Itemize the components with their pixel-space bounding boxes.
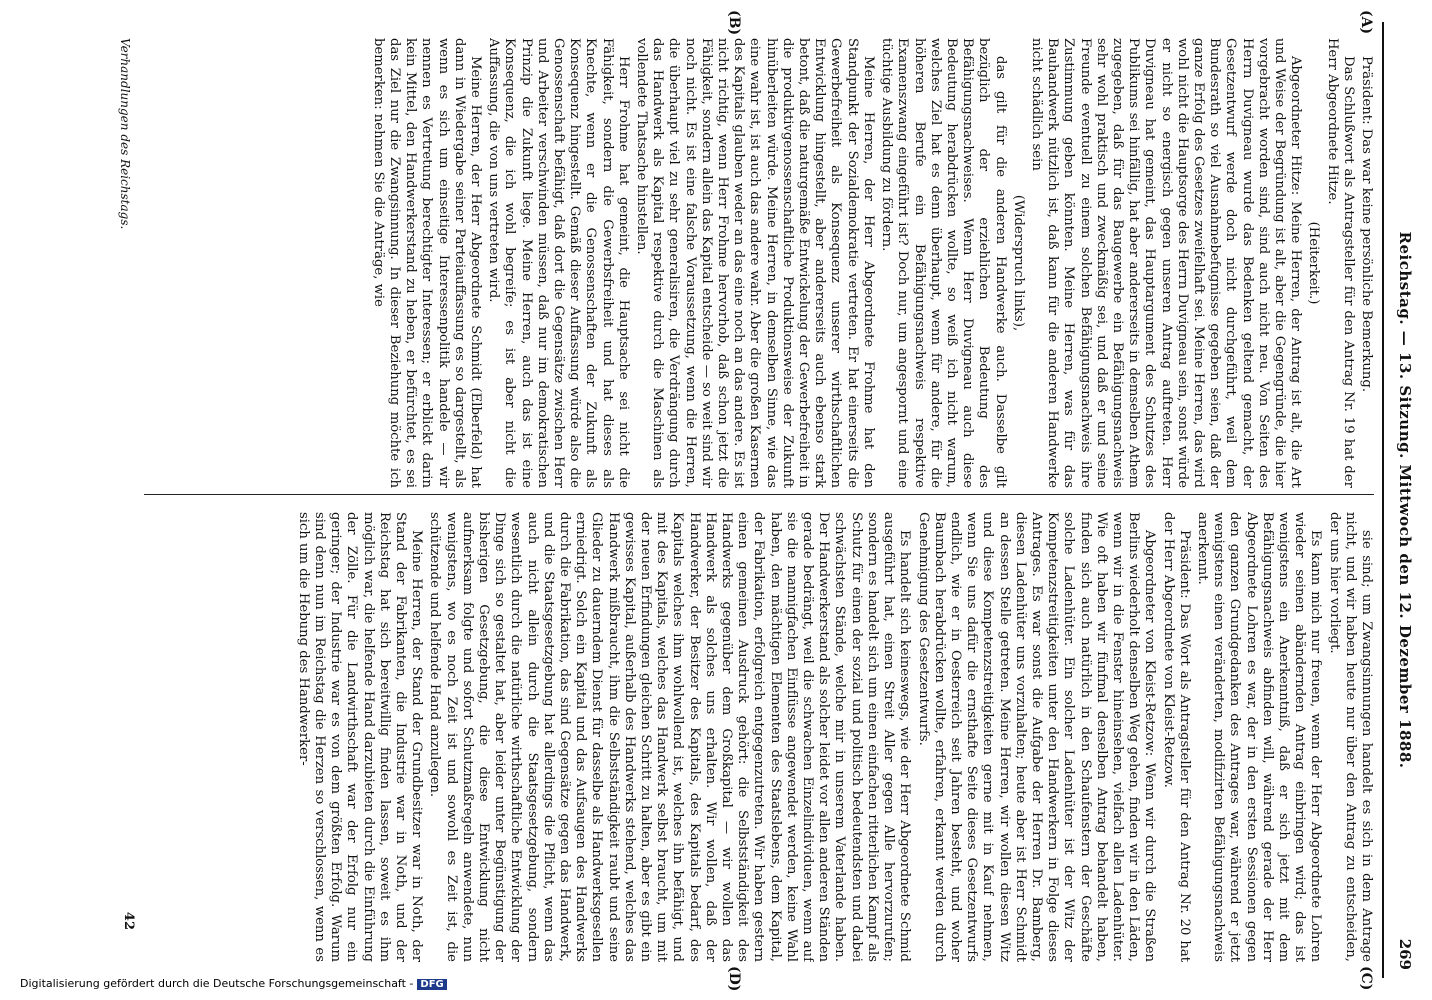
left-column-paragraph: Herr Frohme hat gemeint, die Hauptsache sei nicht die Fähigkeit, sondern die Gewerbsfreiheit und hat dieses als Knechte, wenn er die Genossenschaften der Zukunft als Konsequenz hingestellt. Gemäß dieser Auffassung würde also die Genossenschaft befähigt, daß dort die Gegensätze zwischen Herr und Arbeiter verschwinden müssen, daß nur im demokratischen Prinzip die Zukunft liege. Meine Herren, auch das ist eine Konsequenz, die ich wohl begreife; es ist aber nicht die Auffassung, die von uns vertreten wird. xyxy=(486,38,631,488)
header-title: Reichstag. — 13. Sitzung. Mittwoch den 12. Dezember 1888. xyxy=(1396,231,1414,769)
footer-source: Verhandlungen des Reichstags. xyxy=(118,38,132,230)
left-column-paragraph: das gilt für die anderen Handwerke auch. Dasselbe gilt bezüglich der erziehlichen Bedeutung des Befähigungsnachweises. Wenn Herr Duvigneau auch diese Bedeutung herabdrücken wollte, so weiß ich nicht warum, welches Ziel hat es denn überhaupt, wenn für andere, für die höheren Berufe ein Befähigungsnachweis respektive Examenszwang eingeführt ist? Doch nur, um angespornt und eine tüchtige Ausbildung zu fördern. xyxy=(879,38,1008,488)
digitization-credit xyxy=(20,977,447,990)
left-column-paragraph: Das Schlußwort als Antragsteller für den Antrag Nr. 19 hat der Herr Abgeordnete Hitze. xyxy=(1324,38,1356,488)
left-column-paragraph: Meine Herren, der Herr Abgeordnete Frohme hat den Standpunkt der Sozialdemokratie vertreten. Er hat einerseits die Gewerbefreiheit als Konsequenz unserer wirthschaftlichen Entwicklung hingestellt, aber andererseits auch ebenso stark betont, daß die naturgemäße Entwickelung der Gewerbefreiheit in die produktivgenossenschaftliche Produktionsweise der Zukunft hinüberleiten würde. Meine Herren, in demselben Sinne, wie das eine wahr ist, ist auch das andere wahr. Aber die großen Kasernen des Kapitals glauben weder an das eine noch an das andere. Es ist nicht richtig, wenn Herr Frohme hervorhob, daß schon jetzt die Fähigkeit, sondern allein das Kapital entscheide — so weit sind wir noch nicht. Es ist eine falsche Voraussetzung, wenn die Herren, die überhaupt viel zu sehr generalisiren, die Verdrängung durch das Handwerk als Kapital respektive durch die Maschinen als vollendete Thatsache hinstellen. xyxy=(634,38,876,488)
left-column-paragraph: Abgeordneter Hitze: Meine Herren, der Antrag ist alt, die Art und Weise der Begründung ist alt, aber die Gegengründe, die hier vorgebracht worden sind, sind auch nicht neu. Von Seiten des Herrn Duvigneau wurde das Bedenken geltend gemacht, der Gesetzentwurf werde doch nicht durchgeführt, weil dem Bundesrath so viel Ausnahmebefugnisse gegeben seien, daß der ganze Erfolg des Gesetzes zweifelhaft sei. Meine Herren, das wird wohl nicht die Hauptsorge des Herrn Duvigneau sein, sonst würde er nicht so energisch gegen unseren Antrag auftreten. Herr Duvigneau hat gemeint, das Hauptargument des Schutzes des Publikums sei hinfällig, hat aber andererseits in demselben Athem zugegeben, daß für das Baugewerbe ein Befähigungsnachweis sehr wohl praktisch und zweckmäßig sei, und daß er und seine Freunde eventuell zu einem solchen Befähigungsnachweis ihre Zustimmung geben könnten. Meine Herren, was für das Bauhandwerk nützlich ist, daß kann für die anderen Handwerke nicht schädlich sein xyxy=(1028,38,1304,488)
page-header xyxy=(1380,0,1420,1000)
dfg-logo: DFG xyxy=(417,979,446,990)
margin-marker-c: (C) xyxy=(1358,966,1374,991)
right-column-paragraph: Es handelt sich keineswegs, wie der Herr Abgeordnete Schmid ausgeführt hat, einen Streit Aller gegen Alle hervorzurufen; sondern es handelt sich um einen einfachen ritterlichen Kampf als Schutz für einen der sozial und politisch bedeutendsten und dabei schwächsten Stände, welche mir in unserem Vaterlande haben. Der Handwerkerstand als solcher leidet vor allen anderen Ständen gerade bedrängt, weil die schwachen Einzelindividuen, wenn auf sie die mannigfachen Einflüsse angewendet werden, keine Wahl haben, den mächtigen Elementen des Staatslebens, dem Kapital, der Fabrikation, erfolgreich entgegenzutreten. Wir haben gestern einen gemeinen Ausdruck gehört: die Selbstständigkeit des Handwerks gegenüber dem Großkapital — wir wollen das Handwerk als solches uns erhalten. Wir wollen, daß der Handwerker, der Besitzer des Kapitals, des Kapitals bedarf, des Kapitals welches ihm wohlwollend ist, welches ihn befähigt, und mit des Kapitals, welches das Handwerk selbst braucht, um mit der neuen Erfindungen gleichen Schritt zu halten, aber es gibt ein gewisses Kapital, außerhalb des Handwerks stehend, welches das Handwerk mißbraucht, ihm die Selbstständigkeit raubt und seine Glieder zu dauerndem Dienst für dasselbe als Handwerksgesellen erniedrigt. Solch ein Kapital und das Aufsaugen des Handwerks durch die Fabrikation, das sind Gegensätze gegen das Handwerk, und die Staatsgesetzgebung hat allerdings die Pflicht, wenn das auch nicht allein durch die Staatsgesetzgebung, sondern wesentlich durch die natürliche wirthschaftliche Entwicklung der Dinge sich so gestaltet hat, aber leider unter Begünstigung der bisherigen Gesetzgebung, die diese Entwicklung nicht aufmerksam folgte und sofort Schutzmaßregeln anwendete, nun wenigstens, wo es noch Zeit ist und sowohl es Zeit ist, die schützende und helfende Hand anzulegen. xyxy=(427,512,913,962)
left-column-paragraph: Präsident: Das war keine persönliche Bemerkung. xyxy=(1359,56,1374,393)
margin-marker-d: (D) xyxy=(726,966,742,992)
margin-marker-b: (B) xyxy=(726,10,742,36)
right-column-paragraph: Abgeordneter von Kleist-Retzow: Wenn wir durch die Straßen Berlins wiederholt denselben Weg gehen, finden wir in den Läden, wenn wir in die Fenster hineinsehen, vielfach allen Ladenhüter. Wie oft haben wir fünfmal denselben Antrag behandelt haben, finden sich auch natürlich in den Schaufenstern der Geschäfte solche Ladenhüter. Ein solcher Ladenhüter ist der Witz der Kompetenzstreitigkeiten unter den Handwerkern in Folge dieses Antrages. Es war sonst die Aufgabe der Herren Dr. Bamberg, diesen Ladenhüter uns vorzuhalten; heute aber ist Herr Schmidt an dessen Stelle getreten. Meine Herren, wir wollen diesen Witz und diese Kompetenzstreitigkeiten gerne mit in Kauf nehmen, wenn Sie uns dafür die ernsthafte Seite dieses Gesetzentwurfs endlich, wie er in Oesterreich seit Jahren besteht, und woher Baumbach herabdrücken wollte, erfahren, erkannt werden durch Genehmigung des Gesetzentwurfs. xyxy=(915,512,1158,962)
right-column-paragraph: Meine Herren, der Stand der Grundbesitzer war in Noth, der Stand der Fabrikanten, die Industrie war in Noth, und der Reichstag hat sich bereitwillig finden lassen, soweit es ihm möglich war, die helfende Hand darzubieten durch die Einführung der Zölle. Für die Landwirthschaft war der Erfolg nur ein geringer; der Industrie war es von dem größten Erfolg. Warum sind denn nun im Reichstag die Herzen so verschlossen, wenn es sich um die Hebung des Handwerker- xyxy=(295,512,425,962)
left-column-paragraph: (Widerspruch links), xyxy=(1010,194,1026,332)
left-column xyxy=(114,38,1374,488)
header-page-number: 269 xyxy=(1396,938,1414,970)
footer-page-number: 42 xyxy=(121,911,136,930)
column-divider xyxy=(144,494,1374,495)
right-column-paragraph: Präsident: Das Wort als Antragsteller für den Antrag Nr. 20 hat der Herr Abgeordnete von Kleist-Retzow. xyxy=(1160,512,1192,962)
right-column xyxy=(114,512,1374,962)
left-column-paragraph: (Heiterkeit.) xyxy=(1306,221,1322,305)
right-column-paragraph: sie sind; um Zwangsinnungen handelt es sich in dem Antrage nicht, und wir haben heute nur über den Antrag zu entscheiden, der uns hier vorliegt. xyxy=(1326,512,1374,962)
digitization-text: Digitalisierung gefördert durch die Deutsche Forschungsgemeinschaft - xyxy=(20,977,414,990)
header-rule xyxy=(1382,22,1384,978)
left-column-paragraph: Meine Herren, der Herr Abgeordnete Schmidt (Elberfeld) hat dann in Wiedergabe seiner Parteiauffassung es so dargestellt, als wenn es sich um einseitige Interessenpolitik handele — wir nennen es Vertretung berechtigter Interessen; er erblickt darin kein Mittel, den Handwerkerstand zu heben, er befürchtet, es sei das Ziel nur die Zwangsinnung. In dieser Beziehung möchte ich bemerken: nehmen Sie die Anträge, wie xyxy=(370,38,484,488)
margin-marker-a: (A) xyxy=(1358,10,1374,35)
right-column-paragraph: Es kann mich nur freuen, wenn der Herr Abgeordnete Lohren wieder seinen abändernden Antrag einbringen wird; das ist wenigstens ein Anerkenntniß, daß er sich jetzt mit dem Befähigungsnachweis abfinden will, während gerade der Herr Abgeordnete Lohren es war, der in den ersten Sessionen gegen den ganzen Grundgedanken des Antrages war, während er jetzt wenigstens einen veränderten, modifizirten Befähigungsnachweis anerkennt. xyxy=(1194,512,1324,962)
